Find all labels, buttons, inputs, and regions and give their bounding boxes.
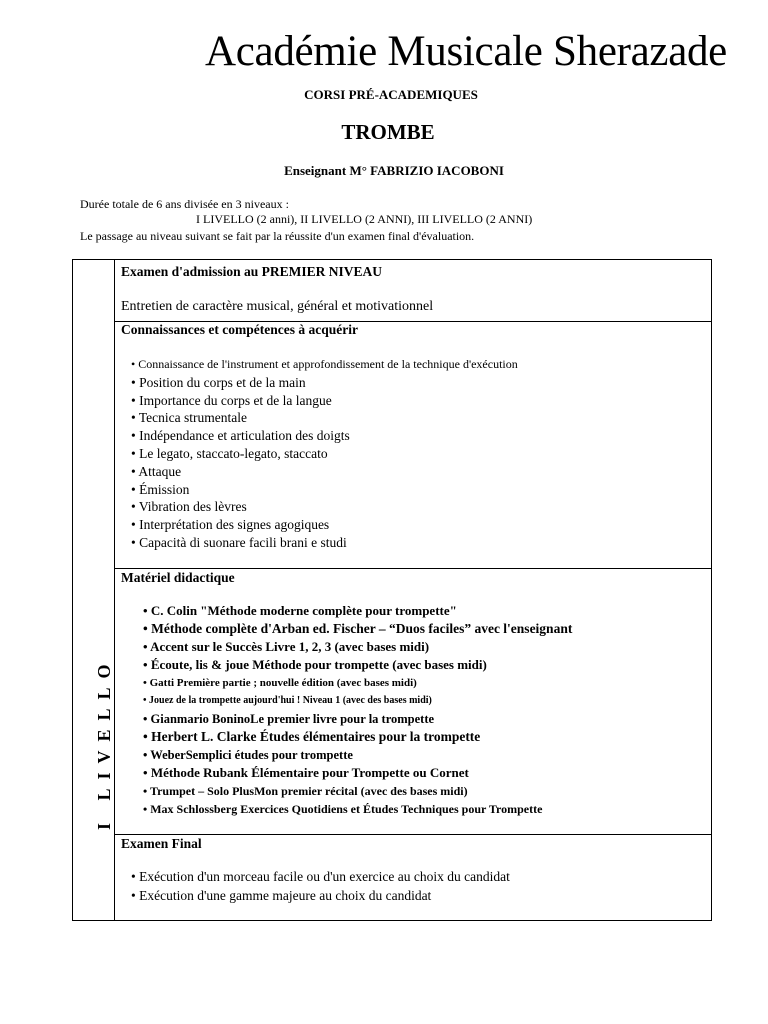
list-item: • Méthode complète d'Arban ed. Fischer – “Duos faciles” avec l'enseignant	[143, 620, 572, 638]
list-item: • Capacità di suonare facili brani e studi	[131, 534, 518, 552]
list-item: • Herbert L. Clarke Études élémentaires pour la trompette	[143, 728, 572, 746]
admission-heading: Examen d'admission au PREMIER NIVEAU	[121, 264, 383, 279]
curriculum-table	[72, 259, 712, 921]
list-item: • Émission	[131, 481, 518, 499]
list-item: • C. Colin "Méthode moderne complète pour trompette"	[143, 602, 572, 620]
instrument-title: TROMBE	[341, 120, 435, 144]
list-item: • Attaque	[131, 463, 518, 481]
admission-section	[115, 260, 712, 321]
academy-title: Académie Musicale Sherazade	[205, 28, 727, 75]
list-item: • Max Schlossberg Exercices Quotidiens et Études Techniques pour Trompette	[143, 800, 572, 818]
list-item: • Méthode Rubank Élémentaire pour Trompette ou Cornet	[143, 764, 572, 782]
competences-heading: Connaissances et compétences à acquérir	[121, 322, 358, 337]
final-exam-list	[131, 867, 510, 905]
list-item: • Gatti Première partie ; nouvelle édition (avec bases midi)	[143, 674, 572, 692]
list-item: • Exécution d'un morceau facile ou d'un exercice au choix du candidat	[131, 867, 510, 886]
list-item: • Indépendance et articulation des doigts	[131, 427, 518, 445]
list-item: • WeberSemplici études pour trompette	[143, 746, 572, 764]
list-item: • Importance du corps et de la langue	[131, 392, 518, 410]
duration-line-2: I LIVELLO (2 anni), II LIVELLO (2 ANNI), III LIVELLO (2 ANNI)	[196, 212, 533, 226]
materiel-list	[143, 602, 572, 818]
level-side-column	[73, 260, 115, 920]
list-item: • Vibration des lèvres	[131, 498, 518, 516]
list-item: • Exécution d'une gamme majeure au choix du candidat	[131, 886, 510, 905]
level-side-label: I LIVELLO	[94, 655, 114, 830]
final-exam-heading: Examen Final	[121, 836, 202, 851]
list-item: • Gianmario BoninoLe premier livre pour la trompette	[143, 710, 572, 728]
list-item: • Connaissance de l'instrument et approfondissement de la technique d'exécution	[131, 356, 518, 374]
duration-line-1: Durée totale de 6 ans divisée en 3 niveaux :	[80, 197, 289, 211]
teacher-line: Enseignant M° FABRIZIO IACOBONI	[284, 163, 504, 178]
list-item: • Trumpet – Solo PlusMon premier récital (avec des bases midi)	[143, 782, 572, 800]
list-item: • Écoute, lis & joue Méthode pour trompette (avec bases midi)	[143, 656, 572, 674]
competences-section	[115, 321, 712, 568]
materiel-section	[115, 568, 712, 834]
duration-line-3: Le passage au niveau suivant se fait par la réussite d'un examen final d'évaluation.	[80, 229, 475, 243]
list-item: • Accent sur le Succès Livre 1, 2, 3 (avec bases midi)	[143, 638, 572, 656]
list-item: • Le legato, staccato-legato, staccato	[131, 445, 518, 463]
competences-list	[131, 356, 518, 552]
materiel-heading: Matériel didactique	[121, 570, 235, 585]
course-subtitle-text: CORSI PRÉ-ACADEMIQUES	[304, 87, 478, 102]
list-item: • Position du corps et de la main	[131, 374, 518, 392]
course-subtitle	[0, 87, 768, 103]
list-item: • Tecnica strumentale	[131, 409, 518, 427]
list-item: • Interprétation des signes agogiques	[131, 516, 518, 534]
list-item: • Jouez de la trompette aujourd'hui ! Niveau 1 (avec des bases midi)	[143, 692, 572, 710]
final-exam-section	[115, 834, 712, 921]
admission-text: Entretien de caractère musical, général et motivationnel	[121, 299, 434, 314]
